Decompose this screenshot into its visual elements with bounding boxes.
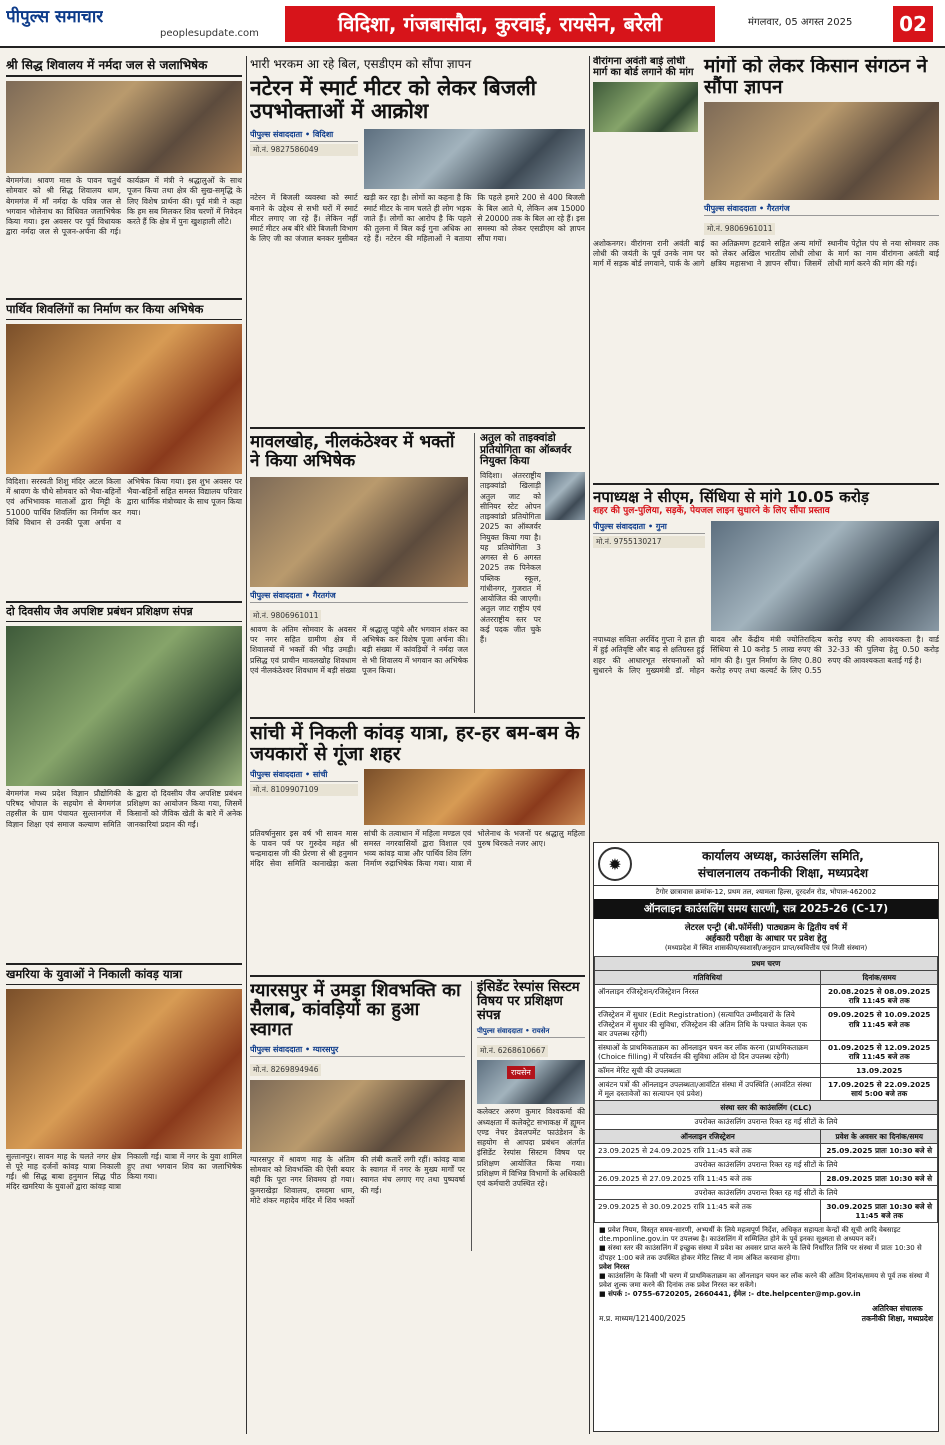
byline: पीपुल्स संवाददाता • गैरतगंज <box>250 590 468 603</box>
reporter-mobile: मो.नं. 8109907109 <box>250 784 358 796</box>
article-headline: नपाध्यक्ष ने सीएम, सिंधिया से मांगे 10.05 करोड़ <box>593 487 869 506</box>
emblem-icon: ✹ <box>598 847 632 881</box>
article-title: खमरिया के युवाओं ने निकाली कांवड़ यात्रा <box>6 963 242 985</box>
issue-date: मंगलवार, 05 अगस्त 2025 <box>748 17 853 28</box>
table-row: 26.09.2025 से 27.09.2025 रात्रि 11:45 बजे तक 28.09.2025 प्रातः 10:30 बजे से <box>595 1171 938 1185</box>
note-item: ■ संस्था स्तर की काउंसलिंग में इच्छुक संस्था में प्रवेश का अवसर प्राप्त करने के लिये निर्धारित तिथि पर संस्था में प्रातः 10:30 से दोपहर 1:00 बजे तक उपस्थित होकर मेरिट लिस्ट में नाम अंकित करवाना होगा। <box>599 1244 922 1262</box>
crowd-photo <box>250 1080 465 1152</box>
protest-photo <box>364 129 585 189</box>
kanwar-photo <box>6 989 242 1149</box>
institutes-line: (मध्यप्रदेश में स्थित शासकीय/स्वशासी/अनुदान प्राप्त/स्ववित्तीय एवं निजी संस्थान) <box>664 944 868 952</box>
ad-reference: म.प्र. माध्यम/121400/2025 <box>599 1314 686 1324</box>
table-row: संस्थाओं के प्राथमिकताक्रम का ऑनलाइन चयन कर लॉक करना (प्राथमिकताक्रम (Choice filling) में परिवर्तन की सुविधा अंतिम दो दिन उपलब्ध रहेगी) 01.09.2025 से 12.09.2025 रात्रि 11:45 बजे तक <box>595 1040 938 1063</box>
reporter-mobile: मो.नं. 9806961011 <box>704 223 775 235</box>
portrait-photo <box>545 472 585 520</box>
byline: पीपुल्स संवाददाता • रायसेन <box>477 1027 585 1038</box>
notes-list <box>594 1223 938 1302</box>
article-body: सुल्तानपुर। सावन माह के चलते नगर क्षेत्र से पूरे माह दर्जनों कांवड़ यात्रा निकाली गईं। श्री सिद्ध बाबा हनुमान सिद्ध पीठ मंदिर खमरिया के युवाओं द्वारा कांवड़ यात्रा निकाली गई। यात्रा में नगर के युवा शामिल हुए तथा भगवान शिव का जलाभिषेक किया गया। <box>6 1151 242 1192</box>
basis-line: अर्हकारी परीक्षा के आधार पर प्रवेश हेतु <box>705 934 827 944</box>
right-column <box>593 56 939 836</box>
clc-header: संस्था स्तर की काउंसलिंग (CLC) <box>595 1101 938 1115</box>
table-row: 23.09.2025 से 24.09.2025 रात्रि 11:45 बजे तक 25.09.2025 प्रातः 10:30 बजे से <box>595 1143 938 1157</box>
clc-subheader: उपरोक्त काउंसलिंग उपरान्त रिक्त रह गई सीटों के लिये <box>595 1157 938 1171</box>
article-body: बेगमगंज मध्य प्रदेश विज्ञान प्रौद्योगिकी परिषद भोपाल के सहयोग से बेगमगंज तहसील के ग्राम पंचायत सुल्तानगंज में विज्ञान शिक्षा एवं समाज कल्याण समिति के द्वारा दो दिवसीय जैव अपशिष्ट प्रबंधन प्रशिक्षण का आयोजन किया गया, जिसमें किसानों को जैविक खेती के बारे में अनेक जानकारियां प्रदान की गईं। <box>6 788 242 829</box>
note-item: ■ काउंसलिंग के किसी भी चरण में प्राथमिकताक्रम का ऑनलाइन चयन कर लॉक करने की अंतिम दिनांक/समय से पूर्व तक संस्था में प्रवेश शुल्क जमा करने की दिनांक तक प्रवेश निरस्त कर सकेंगे। <box>599 1271 930 1289</box>
col-header: प्रवेश के अवसर का दिनांक/समय <box>821 1129 938 1143</box>
farmers-photo <box>704 102 939 200</box>
column-divider <box>246 56 247 1434</box>
reporter-mobile: मो.नं. 6268610667 <box>477 1045 548 1057</box>
table-row: ऑनलाइन रजिस्ट्रेशन/रजिस्ट्रेशन निरस्त 20.08.2025 से 08.09.2025 रात्रि 11:45 बजे तक <box>595 985 938 1008</box>
byline: पीपुल्स संवाददाता • ग्यारसपुर <box>250 1044 465 1057</box>
article-kicker: भारी भरकम आ रहे बिल, एसडीएम को सौंपा ज्ञापन <box>250 57 472 71</box>
meeting-photo <box>477 1060 585 1104</box>
shivling-photo <box>6 324 242 474</box>
byline: पीपुल्स संवाददाता • गैरतगंज <box>704 203 939 216</box>
article-body: विदिशा। अंतरराष्ट्रीय ताइक्वांडो खिलाड़ी अतुल जाट को सीनियर स्टेट ओपन ताइक्वांडो प्रतियोगिता 2025 का ऑब्जर्वर नियुक्त किया गया है। यह प्रतियोगिता 3 अगस्त से 6 अगस्त 2025 तक पिनेकल पब्लिक स्कूल, गांधीनगर, गुजरात में आयोजित की जाएगी। अतुल जाट राष्ट्रीय एवं अंतरराष्ट्रीय स्तर पर कई पदक जीत चुके हैं। <box>480 471 541 645</box>
table-row: 29.09.2025 से 30.09.2025 रात्रि 11:45 बजे तक 30.09.2025 प्रातः 10:30 बजे से 11:45 बजे तक <box>595 1200 938 1223</box>
center-column <box>250 56 585 1434</box>
article-headline: ग्यारसपुर में उमड़ा शिवभक्ति का सैलाब, कांवड़ियों का हुआ स्वागत <box>250 979 461 1041</box>
article-title: श्री सिद्ध शिवालय में नर्मदा जल से जलाभिषेक <box>6 56 242 77</box>
district-banner: विदिशा, गंजबासौदा, कुरवाई, रायसेन, बरेली <box>285 6 715 42</box>
note-item: प्रवेश निरस्त <box>599 1262 630 1271</box>
byline: पीपुल्स संवाददाता • सांची <box>250 769 358 782</box>
article-body: ग्यारसपुर में श्रावण माह के अंतिम सोमवार को शिवभक्ति की ऐसी बयार बही कि पूरा नगर शिवमय हो गया। कुमराखेड़ा शिवालय, दमदमा धाम, मोटे शंकर महादेव मंदिर में शिव भक्तों की लंबी कतारें लगी रहीं। कांवड़ यात्रा के स्वागत में नगर के मुख्य मार्गों पर स्वागत मंच लगाए गए तथा पुष्पवर्षा की गई। <box>250 1154 465 1205</box>
reporter-mobile: मो.नं. 8269894946 <box>250 1064 321 1076</box>
schedule-table <box>594 956 938 1223</box>
article-headline: इंसिडेंट रेस्पांस सिस्टम विषय पर प्रशिक्षण संपन्न <box>477 979 580 1024</box>
screen-label: रायसेन <box>507 1066 535 1079</box>
article-body: प्रतिवर्षानुसार इस वर्ष भी सावन मास के पावन पर्व पर गुरुदेव महंत श्री चन्द्रमादास जी की प्रेरणा से श्री हनुमान मंदिर सेवा समिति कानाखेड़ा कला सांची के तत्वाधान में महिला मण्डल एवं समस्त नगरवासियों द्वारा विशाल एवं भव्य कांवड़ यात्रा और पार्थिव शिव लिंग निर्माण रुद्राभिषेक किया गया। यात्रा में भोलेनाथ के भजनों पर श्रद्धालु महिला पुरुष थिरकते नजर आए। <box>250 828 585 869</box>
contact-line[interactable]: ■ संपर्क :- 0755-6720205, 2660441, ईमेल :- dte.helpcenter@mp.gov.in <box>599 1289 861 1298</box>
table-row: कॉमन मेरिट सूची की उपलब्धता 13.09.2025 <box>595 1063 938 1077</box>
byline: पीपुल्स संवाददाता • गुना <box>593 521 705 534</box>
article-headline: सांची में निकली कांवड़ यात्रा, हर-हर बम-बम के जयकारों से गूंजा शहर <box>250 717 585 765</box>
signatory: तकनीकी शिक्षा, मध्यप्रदेश <box>861 1314 933 1324</box>
article-body: नपाध्यक्ष सविता अरविंद गुप्ता ने हाल ही में हुई अतिवृष्टि और बाढ़ से क्षतिग्रस्त हुई शहर की आधारभूत संरचनाओं को सुधारने के लिए मुख्यमंत्री डॉ. मोहन यादव और केंद्रीय मंत्री ज्योतिरादित्य सिंधिया से 10 करोड़ 5 लाख रुपए की मांग की है। पुल निर्माण के लिए 0.80 करोड़ रुपए तथा कल्वर्ट के लिए 0.55 करोड़ रुपए की आवश्यकता है। वार्ड 32-33 की पुलिया हेतु 0.50 करोड़ रुपए की आवश्यकता बताई गई है। <box>593 635 939 675</box>
article-headline: मांगों को लेकर किसान संगठन ने सौंपा ज्ञापन <box>704 56 928 98</box>
reporter-mobile: मो.नं. 9755130217 <box>593 536 705 548</box>
article-body: विदिशा। सरस्वती शिशु मंदिर अटल किला में श्रावण के चौथे सोमवार को भैया-बहिनों एवं अभिभावक माताओं द्वारा मिट्टी के 51000 पार्थिव शिवलिंग का निर्माण कर विधि विधान से उनकी पूजा अर्चना व अभिषेक किया गया। इस शुभ अवसर पर भैया-बहिनों सहित समस्त विद्यालय परिवार द्वारा धार्मिक मंत्रोच्चार के साथ पूजन किया गया। <box>6 476 242 527</box>
article-body: नटेरन में बिजली व्यवस्था को स्मार्ट बनाने के उद्देश्य से सभी घरों में स्मार्ट मीटर लगाए जा रहे हैं। लेकिन नहीं स्मार्ट मीटर अब बीरे धीरे बिजली विभाग के लिए जी का जंजाल बनकर मुसीबत खड़ी कर रहा है। लोगों का कहना है कि स्मार्ट मीटर के नाम चलते ही लोग भड़क जाते हैं। लोगों का आरोप है कि पहले की तुलना में बिल कई गुना अधिक आ रहे हैं। नटेरन की महिलाओं ने बताया कि पहले हमारे 200 से 400 बिजली के बिल आते थे, लेकिन अब 15000 से 20000 तक के बिल आ रहे हैं। इस समस्या को लेकर एसडीएम को ज्ञापन सौंपा गया। <box>250 193 585 244</box>
article-body: कलेक्टर अरुण कुमार विश्वकर्मा की अध्यक्षता में कलेक्ट्रेट सभाकक्ष में ह्यूमन एण्ड नेचर डेवलपमेंट फाउंडेशन के सहयोग से आपदा प्रबंधन अंतर्गत इंसिडेंट रेस्पांस सिस्टम विषय पर प्रशिक्षण आयोजित किया गया। प्रशिक्षण में विभिन्न विभागों के अधिकारी एवं कर्मचारी उपस्थित रहे। <box>477 1107 585 1189</box>
org-address: टैगोर छात्रावास क्रमांक-12, प्रथम तल, श्यामला हिल्स, दूरदर्शन रोड, भोपाल-462002 <box>655 888 877 896</box>
article-body: श्रावण के अंतिम सोमवार के अवसर पर नगर सहित ग्रामीण क्षेत्र में शिवालयों में भक्तों की भीड़ उमड़ी। प्रसिद्ध एवं प्राचीन मावलखोह शिवधाम एवं नीलकंठेश्वर शिवधाम में बड़ी संख्या में श्रद्धालु पहुंचे और भगवान शंकर का अभिषेक कर विशेष पूजा अर्चना की। बड़ी संख्या में कांवड़ियों ने नर्मदा जल से भी शिवालय में भगवान का अभिषेक पूजन किया। <box>250 624 468 675</box>
yatra-photo <box>364 769 585 825</box>
course-line: लेटरल एन्ट्री (बी.फॉर्मेसी) पाठ्यक्रम के द्वितीय वर्ष में <box>684 923 848 933</box>
article-body: अशोकनगर। वीरांगना रानी अवंती बाई लोधी की जयंती के पूर्व उनके नाम पर मार्ग में सड़क बोर्ड लगवाने, पार्क के आगे का अतिक्रमण हटवाने सहित अन्य मांगों को लेकर अखिल भारतीय लोधी लोधा क्षत्रिय महासभा ने ज्ञापन सौंपा। जिसमें स्थानीय पेट्रोल पंप से नया सोमवार तक के मार्ग का नाम वीरांगना अवंती बाई लोधी मार्ग करने की मांग की गई। <box>593 238 939 269</box>
article-title: पार्थिव शिवलिंगों का निर्माण कर किया अभिषेक <box>6 298 242 320</box>
article-headline: नटेरन में स्मार्ट मीटर को लेकर बिजली उपभोक्ताओं में आक्रोश <box>250 76 537 124</box>
article-subheadline: शहर की पुल-पुलिया, सड़कें, पेयजल लाइन सुधारने के लिए सौंपा प्रस्ताव <box>593 506 830 517</box>
article-title: दो दिवसीय जैव अपशिष्ट प्रबंधन प्रशिक्षण संपन्न <box>6 601 242 622</box>
page-number: 02 <box>893 6 933 42</box>
article-headline: वीरांगना अवंती बाई लोधी मार्ग का बोर्ड लगाने की मांग <box>593 56 694 78</box>
org-name: संचालनालय तकनीकी शिक्षा, मध्यप्रदेश <box>697 866 869 880</box>
table-row: आवंटन पत्रों की ऑनलाइन उपलब्धता/आवंटित संस्था में उपस्थिति (आवंटित संस्था में मूल दस्तावेजों का सत्यापन एवं प्रवेश) 17.09.2025 से 22.09.2025 सायं 5:00 बजे तक <box>595 1078 938 1101</box>
counselling-advertisement <box>593 842 939 1432</box>
schedule-title: ऑनलाइन काउंसलिंग समय सारणी, सत्र 2025-26 (C-17) <box>594 899 938 919</box>
byline: पीपुल्स संवाददाता • विदिशा <box>250 129 358 142</box>
website-url[interactable]: peoplesupdate.com <box>160 28 259 39</box>
col-header: ऑनलाइन रजिस्ट्रेशन <box>595 1129 821 1143</box>
temple-photo <box>6 81 242 173</box>
table-row: रजिस्ट्रेशन में सुधार (Edit Registration) (सत्यापित उम्मीदवारों के लिये रजिस्ट्रेशन में सुधार की सुविधा, रजिस्ट्रेशन की अंतिम तिथि के पश्चात केवल एक बार उपलब्ध रहेगी) 09.09.2025 से 10.09.2025 रात्रि 11:45 बजे तक <box>595 1008 938 1040</box>
column-divider <box>589 56 590 1434</box>
article-headline: मावलखोह, नीलकंठेश्वर में भक्तों ने किया अभिषेक <box>250 432 455 472</box>
masthead <box>0 0 945 48</box>
col-header: दिनांक/समय <box>821 971 938 985</box>
signatory: अतिरिक्त संचालक <box>872 1304 923 1314</box>
article-body: बेगमगंज। श्रावण मास के पावन चतुर्थ सोमवार को श्री सिद्ध शिवालय धाम, बेगमगंज में माँ नर्मदा के पवित्र जल से भगवान भोलेनाथ का विधिवत जलाभिषेक किया गया। इस अवसर पर पूर्व विधायक द्वारा नर्मदा जल से पूजन-अर्चना की गई। कार्यक्रम में मंत्री ने श्रद्धालुओं के साथ पूजन किया तथा क्षेत्र की सुख-समृद्धि के लिए विशेष प्रार्थना की। पूर्व मंत्री ने कहा कि हम सब मिलकर शिव चरणों में निवेदन करते हैं कि क्षेत्र में पुनः खुशहाली लौटे। <box>6 176 242 237</box>
memorandum-photo <box>593 82 698 132</box>
phase-header: प्रथम चरण <box>595 957 938 971</box>
org-name: कार्यालय अध्यक्ष, काउंसलिंग समिति, <box>702 849 864 863</box>
devotees-photo <box>250 477 468 587</box>
reporter-mobile: मो.नं. 9827586049 <box>250 144 358 156</box>
clc-subheader: उपरोक्त काउंसलिंग उपरान्त रिक्त रह गई सीटों के लिये <box>595 1115 938 1129</box>
note-item: ■ प्रवेश नियम, विस्तृत समय-सारणी, अभ्यर्थी के लिये महत्वपूर्ण निर्देश, अधिकृत सहायता केन्द्रों की सूची आदि वेबसाइट dte.mponline.gov.in पर उपलब्ध है। काउंसलिंग में सम्मिलित होने के पूर्व इनका सूक्ष्मता से अध्ययन करें। <box>599 1226 901 1244</box>
clc-subheader: उपरोक्त काउंसलिंग उपरान्त रिक्त रह गई सीटों के लिये <box>595 1185 938 1199</box>
col-header: गतिविधियां <box>595 971 821 985</box>
meeting-cm-photo <box>711 521 939 631</box>
article-headline: अतुल को ताइक्वांडो प्रतियोगिता का ऑब्जर्वर नियुक्त किया <box>480 432 572 468</box>
reporter-mobile: मो.नं. 9806961011 <box>250 610 321 622</box>
training-photo <box>6 626 242 786</box>
left-column <box>6 56 242 1434</box>
newspaper-logo: पीपुल्स समाचार <box>6 7 104 27</box>
